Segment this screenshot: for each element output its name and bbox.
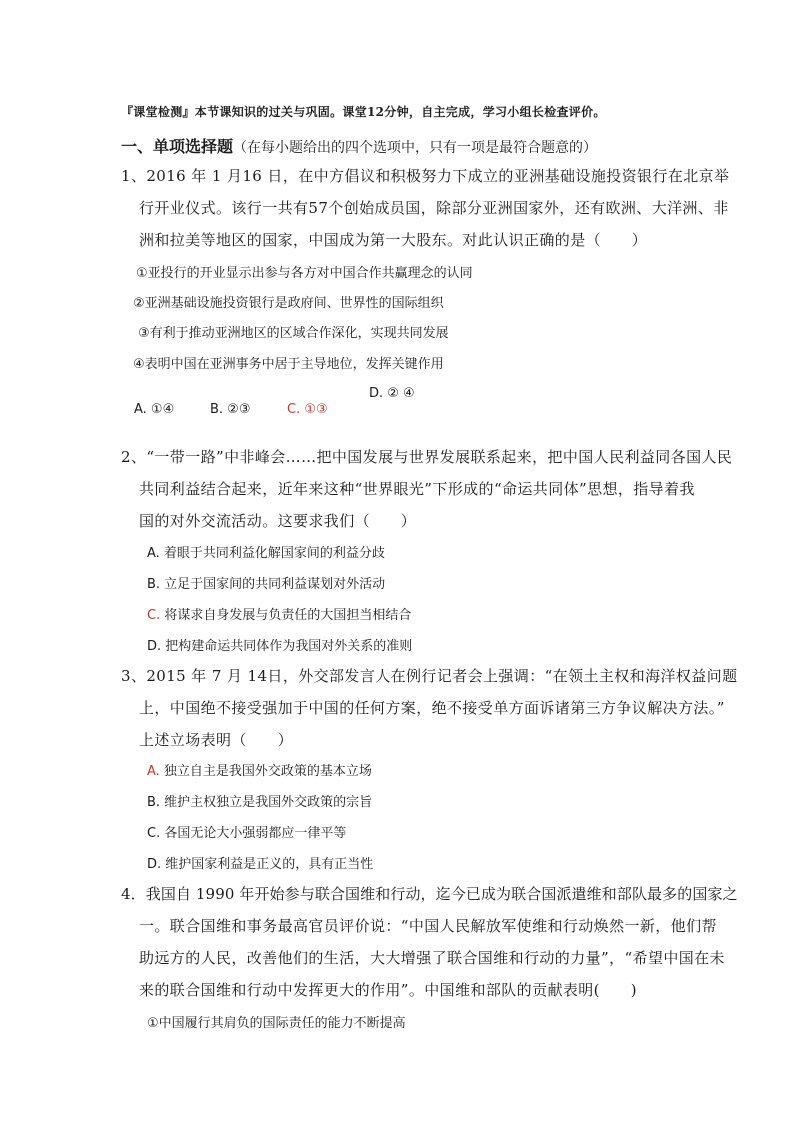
q1-option-c-text: C. ①③	[287, 402, 328, 417]
q3-stem-line2: 上，中国绝不接受强加于中国的任何方案，绝不接受单方面诉诸第三方争议解决方法。”	[139, 699, 725, 717]
q1-item-3: ③有利于推动亚洲地区的区域合作深化，实现共同发展	[138, 326, 449, 341]
section-title: 一、单项选择题	[121, 137, 234, 156]
q3-option-d: D. 维护国家利益是正义的，具有正当性	[147, 857, 374, 872]
q1-stem-line2: 行开业仪式。该行一共有57个创始成员国，除部分亚洲国家外，还有欧洲、大洋洲、非	[139, 199, 729, 217]
q4-stem-line4: 来的联合国维和行动中发挥更大的作用”。中国维和部队的贡献表明( )	[139, 981, 637, 999]
q3-option-a-letter: A.	[147, 764, 160, 779]
q3-option-b: B. 维护主权独立是我国外交政策的宗旨	[147, 795, 373, 810]
q3-stem-line3: 上述立场表明（ ）	[139, 731, 294, 749]
q2-option-c-text: 将谋求自身发展与负责任的大国担当相结合	[160, 608, 412, 623]
q1-item-2: ②亚洲基础设施投资银行是政府间、世界性的国际组织	[133, 296, 444, 311]
q2-option-d: D. 把构建命运共同体作为我国对外关系的准则	[147, 639, 413, 654]
q2-stem-line1: 2、“一带一路”中非峰会……把中国发展与世界发展联系起来，把中国人民利益同各国人民	[121, 448, 733, 466]
q2-stem-line2: 共同利益结合起来，近年来这种“世界眼光”下形成的“命运共同体”思想，指导着我	[139, 480, 695, 498]
q1-option-d: D. ② ④	[369, 386, 415, 401]
q1-stem-line1: 1、2016 年 1 月16 日，在中方倡议和积极努力下成立的亚洲基础设施投资银行在北京举	[121, 167, 730, 185]
q1-option-c	[287, 402, 328, 417]
q3-option-c: C. 各国无论大小强弱都应一律平等	[147, 826, 347, 841]
q2-option-b: B. 立足于国家间的共同利益谋划对外活动	[147, 577, 386, 592]
q4-item-1: ①中国履行其肩负的国际责任的能力不断提高	[147, 1016, 406, 1031]
q1-item-1: ①亚投行的开业显示出参与各方对中国合作共赢理念的认同	[136, 266, 473, 281]
q2-option-c	[147, 604, 411, 623]
q1-item-4: ④表明中国在亚洲事务中居于主导地位，发挥关键作用	[133, 357, 444, 372]
q2-option-a: A. 着眼于共同利益化解国家间的利益分歧	[147, 546, 385, 561]
q3-option-a-text: 独立自主是我国外交政策的基本立场	[159, 764, 372, 779]
q2-stem-line3: 国的对外交流活动。这要求我们（ ）	[139, 512, 417, 530]
q1-stem-line3: 洲和拉美等地区的国家，中国成为第一大股东。对此认识正确的是（ ）	[139, 231, 648, 249]
q2-option-c-letter: C.	[147, 608, 161, 623]
q3-stem-line1: 3、2015 年 7 月 14日，外交部发言人在例行记者会上强调：“在领土主权和海洋权益问题	[121, 667, 738, 685]
q4-stem-line3: 助远方的人民，改善他们的生活，大大增强了联合国维和行动的力量”，“希望中国在未	[139, 949, 725, 967]
section-heading	[121, 134, 597, 157]
q4-stem-line1: 4．我国自 1990 年开始参与联合国维和行动，迄今已成为联合国派遣维和部队最多的国家之	[121, 885, 738, 903]
section-note: （在每小题给出的四个选项中，只有一项是最符合题意的）	[233, 140, 598, 156]
q4-stem-line2: 一。联合国维和事务最高官员评价说：“中国人民解放军使维和行动焕然一新，他们帮	[139, 917, 717, 935]
classroom-check-header: 『课堂检测』本节课知识的过关与巩固。课堂12分钟，自主完成，学习小组长检查评价。	[121, 105, 606, 119]
q3-option-a	[147, 760, 372, 779]
q1-option-a: A. ①④	[134, 402, 175, 417]
q1-option-b: B. ②③	[210, 402, 251, 417]
